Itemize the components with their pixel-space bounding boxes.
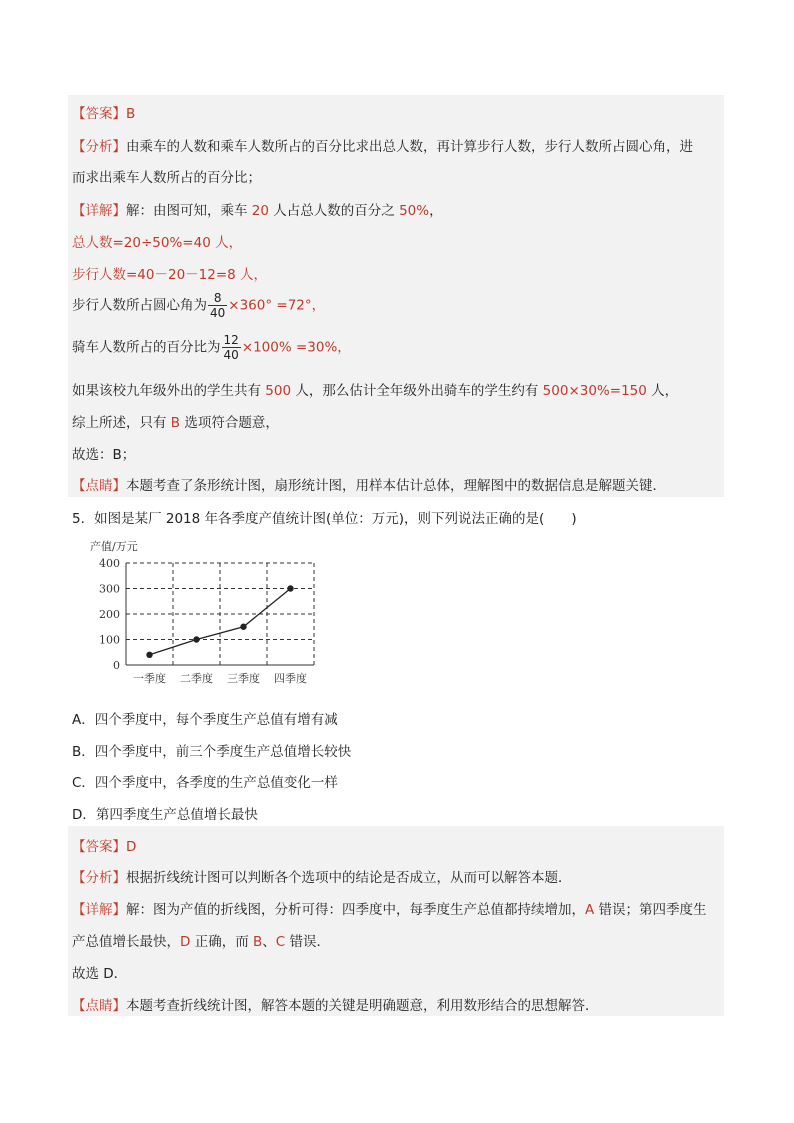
detail-formula: ×100% =30%， (241, 339, 351, 356)
detail-number: 500 (265, 383, 292, 399)
detail-text: 人，那么估计全年级外出骑车的学生约有 (291, 383, 543, 399)
detail-number: B (170, 415, 181, 431)
detail-b2-line-1 (72, 898, 707, 918)
detail-number: 50% (399, 203, 430, 219)
y-axis-label: 产值/万元 (90, 540, 138, 553)
data-point (146, 652, 152, 658)
detail-text: 骑车人数所占的百分比为 (72, 339, 221, 356)
x-tick-label: 二季度 (180, 672, 213, 685)
detail-text: 综上所述，只有 (72, 415, 171, 431)
analysis-tag: 【分析】 (72, 139, 126, 155)
detail-line-6 (72, 379, 678, 399)
fraction-denominator: 40 (223, 348, 239, 362)
detail-text: 错误；第四季度生 (594, 902, 707, 918)
line-chart (68, 533, 328, 693)
detail-text: 产总值增长最快， (72, 934, 180, 950)
detail-text: 正确，而 (190, 934, 253, 950)
comment-tag: 【点睛】 (72, 478, 126, 494)
detail-line-1 (72, 199, 443, 219)
detail-text: 错误． (285, 934, 330, 950)
solution-block-2 (68, 826, 724, 1016)
detail-letter: A (585, 902, 595, 918)
y-tick-label: 100 (99, 633, 120, 647)
detail-line-3: 步行人数=40－20－12=8 人， (72, 267, 268, 283)
detail-line-4 (72, 291, 325, 320)
x-tick-label: 一季度 (133, 672, 166, 685)
answer-tag: 【答案】 (72, 106, 126, 122)
detail-line-8: 故选：B； (72, 447, 136, 463)
detail-text: 、 (262, 934, 276, 950)
option-a: A．四个季度中，每个季度生产总值有增有减 (72, 712, 338, 728)
y-tick-label: 0 (113, 659, 120, 672)
detail-text: 选项符合题意， (180, 415, 279, 431)
detail-letter: C (275, 934, 286, 950)
fraction-denominator: 40 (210, 306, 226, 320)
detail-tag: 【详解】 (72, 203, 126, 219)
x-tick-label: 三季度 (227, 672, 260, 685)
comment-line-2 (72, 994, 599, 1014)
detail-letter: B (253, 934, 263, 950)
analysis-tag: 【分析】 (72, 870, 126, 886)
data-point (287, 585, 293, 591)
y-tick-label: 400 (99, 557, 120, 570)
answer-line (72, 102, 135, 122)
comment-text: 本题考查折线统计图，解答本题的关键是明确题意，利用数形结合的思想解答． (126, 998, 599, 1014)
detail-text: 人占总人数的百分之 (268, 203, 400, 219)
y-tick-label: 200 (99, 608, 120, 621)
analysis-line-2 (72, 166, 261, 186)
detail-line-7 (72, 411, 279, 431)
fraction-numerator: 12 (223, 333, 239, 347)
detail-text: 人， (646, 383, 679, 399)
detail-line-2: 总人数=20÷50%=40 人， (72, 235, 243, 251)
option-b: B．四个季度中，前三个季度生产总值增长较快 (72, 744, 352, 760)
y-tick-label: 300 (99, 582, 120, 596)
detail-formula: ×360° =72°， (228, 297, 326, 314)
detail-formula: 500×30%=150 (542, 383, 647, 399)
option-c: C．四个季度中，各季度的生产总值变化一样 (72, 775, 338, 791)
analysis-text: 由乘车的人数和乘车人数所占的百分比求出总人数，再计算步行人数，步行人数所占圆心角，进 (126, 139, 693, 155)
comment-text: 本题考查了条形统计图，扇形统计图，用样本估计总体，理解图中的数据信息是解题关键． (126, 478, 666, 494)
data-point (240, 624, 246, 630)
option-d: D．第四季度生产总值增长最快 (72, 807, 258, 823)
answer-value: B (126, 106, 136, 122)
answer-line-2 (72, 835, 136, 855)
detail-number: 20 (251, 203, 269, 219)
detail-text: 步行人数所占圆心角为 (72, 297, 207, 314)
detail-line-5 (72, 333, 351, 362)
line-chart-svg (68, 533, 328, 693)
analysis-text-2: 而求出乘车人数所占的百分比； (72, 170, 261, 186)
detail-b2-line-3: 故选 D． (72, 966, 128, 982)
answer-tag: 【答案】 (72, 839, 126, 855)
analysis-text: 根据折线统计图可以判断各个选项中的结论是否成立，从而可以解答本题． (126, 870, 572, 886)
detail-text: ， (429, 203, 443, 219)
answer-value: D (126, 839, 137, 855)
comment-line (72, 474, 666, 494)
fraction (222, 333, 241, 362)
detail-letter: D (180, 934, 191, 950)
detail-text: 如果该校九年级外出的学生共有 (72, 383, 266, 399)
fraction (208, 291, 227, 320)
detail-text: 解：由图可知，乘车 (126, 203, 252, 219)
detail-b2-line-2 (72, 930, 330, 950)
question-stem: 5．如图是某厂 2018 年各季度产值统计图(单位：万元)，则下列说法正确的是( ) (72, 511, 577, 527)
detail-text: 解：图为产值的折线图，分析可得：四季度中，每季度生产总值都持续增加， (126, 902, 585, 918)
detail-tag: 【详解】 (72, 902, 126, 918)
analysis-line-1 (72, 135, 693, 155)
data-point (193, 636, 199, 642)
comment-tag: 【点睛】 (72, 998, 126, 1014)
fraction-numerator: 8 (208, 291, 227, 306)
x-tick-label: 四季度 (274, 672, 307, 685)
analysis-line-b2 (72, 866, 572, 886)
